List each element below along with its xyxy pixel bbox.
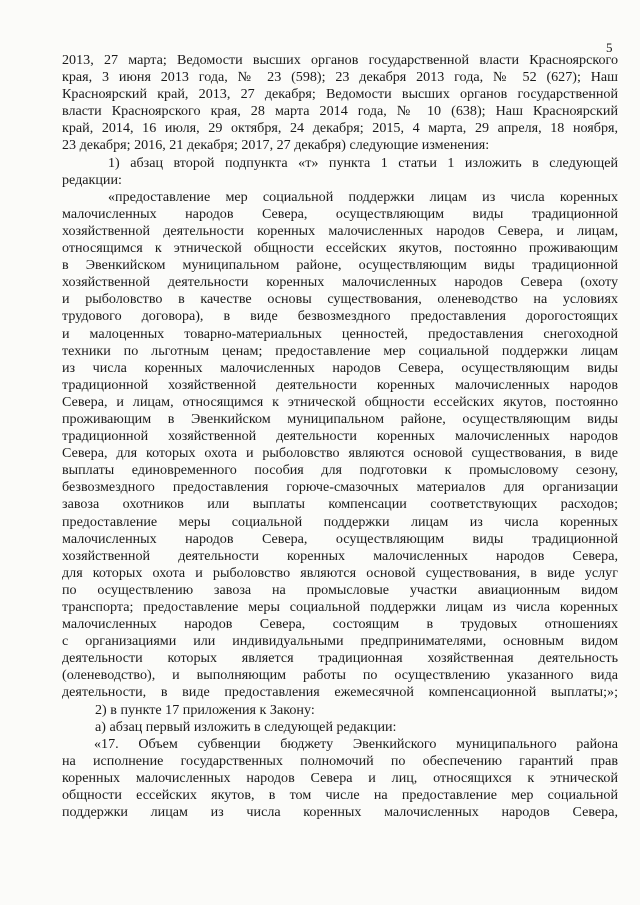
text-line: (оленеводство), и выполняющим работы по осуществлению указанного вида (62, 667, 618, 684)
text-line: 23 декабря; 2016, 21 декабря; 2017, 27 декабря) следующие изменения: (62, 137, 490, 154)
text-line: 1) абзац второй подпункта «т» пункта 1 статьи 1 изложить в следующей (108, 154, 618, 171)
text-line: с организациями или индивидуальными предпринимателями, основным видом (62, 633, 618, 650)
text-line: а) абзац первый изложить в следующей редакции: (95, 718, 397, 735)
text-line: хозяйственной деятельности коренных малочисленных народов Севера (охоту (62, 274, 618, 291)
text-line: малочисленных народов Севера, состоящим в трудовых отношениях (62, 616, 618, 633)
text-line: редакции: (62, 171, 122, 188)
text-line: выплаты единовременного пособия для подготовки к промысловому сезону, (62, 462, 618, 479)
text-line: завоза охотников или выплаты компенсации соответствующих расходов; (62, 496, 618, 513)
text-line: поддержки лицам из числа коренных малочисленных народов Севера, (62, 804, 618, 821)
text-line: из числа коренных малочисленных народов Севера, осуществляющим виды (62, 359, 618, 376)
text-line: 2) в пункте 17 приложения к Закону: (95, 701, 315, 718)
text-line: транспорта; предоставление меры социальной поддержки лицам из числа коренных (62, 599, 618, 615)
text-line: на исполнение государственных полномочий по обеспечению гарантий прав (62, 752, 618, 769)
text-line: общности ессейских якутов, в том числе на предоставление мер социальной (62, 787, 618, 804)
text-line: Красноярский край, 2013, 27 декабря; Ведомости высших органов государственной (62, 86, 618, 103)
text-line: власти Красноярского края, 28 марта 2014 года, № 10 (638); Наш Красноярский (62, 103, 618, 120)
text-line: 2013, 27 марта; Ведомости высших органов государственной власти Красноярского (62, 52, 618, 68)
text-line: по осуществлению завоза на промысловые участки авиационным видом (62, 581, 618, 598)
text-line: безвозмездного предоставления горюче-смазочных материалов для организации (62, 479, 618, 496)
text-line: деятельности, в виде предоставления ежемесячной компенсационной выплаты;»; (62, 684, 618, 701)
text-line: «17. Объем субвенции бюджету Эвенкийского муниципального района (94, 735, 618, 752)
text-line: «предоставление мер социальной поддержки лицам из числа коренных (108, 188, 618, 205)
text-line: Севера, и лицам, относящимся к этнической общности ессейских якутов, постоянно (62, 393, 618, 410)
text-line: малочисленных народов Севера, осуществляющим виды традиционной (62, 205, 618, 222)
text-line: и рыболовство в качестве основы существования, оленеводство на условиях (62, 291, 618, 308)
text-line: хозяйственной деятельности коренных малочисленных народов Севера, (62, 547, 618, 564)
text-line: трудового договора), в виде безвозмездного предоставления дорогостоящих (62, 308, 618, 325)
text-line: предоставление меры социальной поддержки лицам из числа коренных (62, 513, 618, 530)
text-line: края, 3 июня 2013 года, № 23 (598); 23 декабря 2013 года, № 52 (627); Наш (62, 69, 618, 86)
text-line: и малоценных товарно-материальных ценностей, предоставления снегоходной (62, 325, 618, 342)
text-line: коренных малочисленных народов Севера и лиц, относящихся к этнической (62, 769, 618, 786)
page-number: 5 (606, 40, 613, 55)
text-line: в Эвенкийском муниципальном районе, осуществляющим виды традиционной (62, 257, 618, 274)
text-line: край, 2014, 16 июля, 29 октября, 24 декабря; 2015, 4 марта, 29 апреля, 18 ноября, (62, 120, 618, 137)
text-line: техники по льготным ценам; предоставление мер социальной поддержки лицам (62, 342, 618, 359)
text-line: деятельности которых является традиционная хозяйственная деятельность (62, 650, 618, 667)
text-line: Севера, для которых охота и рыболовство являются основой существования, в виде (62, 445, 618, 462)
text-line: относящимся к этнической общности ессейских якутов, постоянно проживающим (62, 240, 618, 257)
text-line: хозяйственной деятельности коренных малочисленных народов Севера, и лицам, (62, 222, 618, 239)
text-line: проживающим в Эвенкийском муниципальном районе, осуществляющим виды (62, 410, 618, 427)
text-line: для которых охота и рыболовство являются основой существования, в виде услуг (62, 564, 618, 581)
text-line: традиционной хозяйственной деятельности коренных малочисленных народов (62, 376, 618, 393)
body-text (62, 52, 618, 821)
text-line: традиционной хозяйственной деятельности коренных малочисленных народов (62, 428, 618, 445)
text-line: малочисленных народов Севера, осуществляющим виды традиционной (62, 530, 618, 547)
